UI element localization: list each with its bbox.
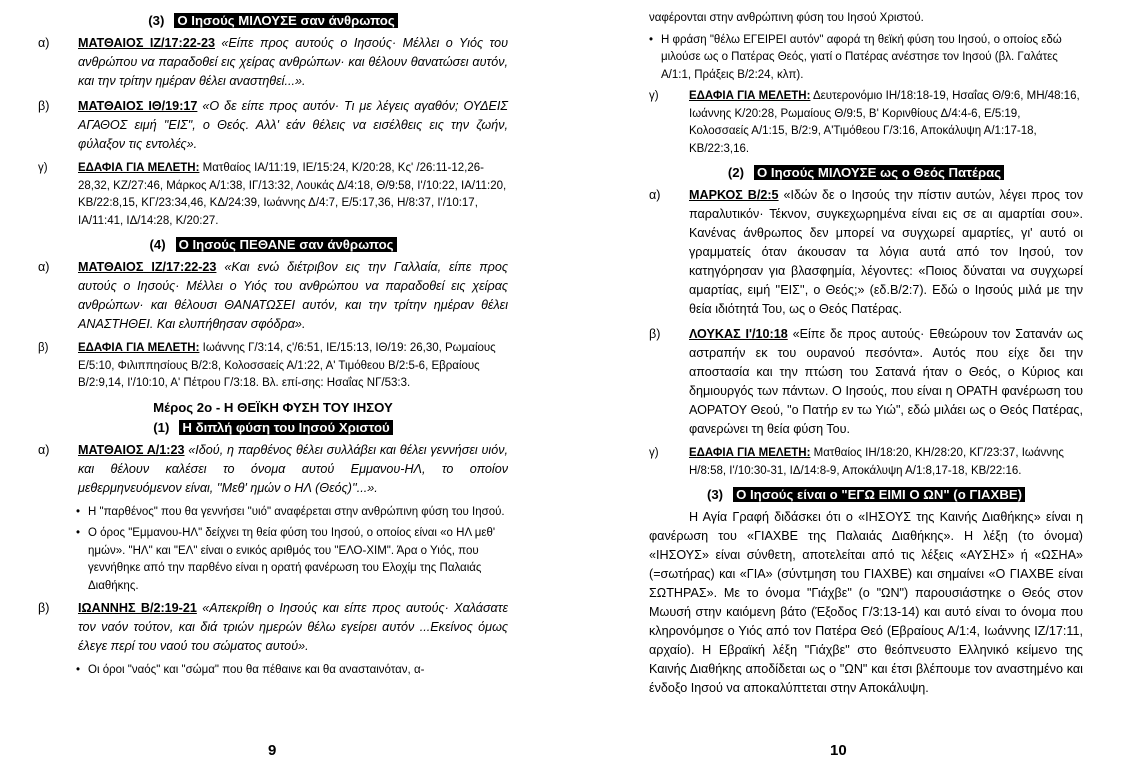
list-item: • Η φράση "θέλω ΕΓΕΙΡΕΙ αυτόν" αφορά τη θεϊκή φύση του Ιησού, ο οποίος εδώ μιλούσε ως ο Πατέρας Θεός, γιατί ο Πατέρας ανέστησε τον Ιησού (βλ. Γαλάτες Α/1:1, Πράξεις Β/2:24, κλπ). (649, 32, 1083, 85)
bullet-list (649, 32, 1083, 85)
verse-paragraph (38, 97, 508, 154)
page-number: 10 (830, 742, 847, 759)
item-label: γ) (38, 162, 48, 174)
verse-text: «Ο δε είπε προς αυτόν· Τι με λέγεις αγαθόν; ΟΥΔΕΙΣ ΑΓΑΘΟΣ ειμή "ΕΙΣ", ο Θεός. Αλλ' εάν θέλεις να εισέλθεις εις την ζωήν, φύλαξον τις εντολές». (78, 99, 508, 151)
section-number: (2) (727, 165, 744, 180)
study-heading: ΕΔΑΦΙΑ ΓΙΑ ΜΕΛΕΤΗ: (689, 447, 811, 459)
section-title: Ο Ιησούς είναι ο "ΕΓΩ ΕΙΜΙ Ο ΩΝ" (ο ΓΙΑΧΒΕ) (733, 487, 1025, 502)
item-label: α) (38, 36, 50, 50)
study-references (38, 160, 508, 230)
verse-paragraph (38, 599, 508, 656)
left-page (0, 0, 560, 771)
study-heading: ΕΔΑΦΙΑ ΓΙΑ ΜΕΛΕΤΗ: (78, 342, 200, 354)
part-title: Μέρος 2ο - Η ΘΕΪΚΗ ΦΥΣΗ ΤΟΥ ΙΗΣΟΥ (153, 399, 393, 415)
section-number: (1) (153, 419, 170, 435)
verse-paragraph (38, 34, 508, 91)
section-number: (4) (149, 237, 166, 252)
page-number: 9 (268, 742, 277, 759)
verse-text: «Ιδού, η παρθένος θέλει συλλάβει και θέλει γεννήσει υιόν, και θέλουν καλέσει το όνομα αυτού Εμμανου-ΗΛ, το οποίον μεθερμηνευόμενον είναι, ''Μεθ' ημών ο ΗΛ (Θεός)''...». (78, 442, 508, 495)
item-label: β) (38, 342, 49, 354)
section-title: Ο Ιησούς ΜΙΛΟΥΣΕ ως ο Θεός Πατέρας (754, 165, 1004, 180)
continued-text: ναφέρονται στην ανθρώπινη φύση του Ιησού Χριστού. (649, 12, 924, 24)
item-label: β) (649, 327, 661, 341)
body-paragraph: Η Αγία Γραφή διδάσκει ότι ο «ΙΗΣΟΥΣ της Καινής Διαθήκης» είναι η φανέρωση του «ΓΙΑΧΒΕ της Παλαιάς Διαθήκης». Η λέξη (το όνομα) «ΙΗΣΟΥΣ» είναι σύνθετη, αποτελείται από τις λέξεις «ΑΥΣΗΣ» ή «ΩΣΗΑ» (=σωτήρας) και «ΓΙΑ» (σύντμηση του ΓΙΑΧΒΕ) και σημαίνει «Ο ΓΙΑΧΒΕ είναι ΣΩΤΗΡΑΣ». Με το όνομα "Γιάχβε" (ο "ΩΝ") παρουσιάστηκε ο Θεός στον Μωυσή στην καιόμενη βάτο (Έξοδος Γ/3:13-14) και αυτό είναι το όνομα που κληρονόμησε ο Υιός από τον Πατέρα Θεό (Εβραίους Α/1:4, Ιωάννης ΙΖ/17:11, αρχαίο). Η Εβραϊκή λέξη "Γιάχβε" στο θεόπνευστο Ελληνικό κείμενο της Καινής Διαθήκης αποδίδεται ως ο "ΩΝ" και έτσι βλέπουμε τον αναστημένο και ένδοξο Ιησού να αποκαλύπτεται στην Αποκάλυψη. (649, 510, 1083, 695)
section-number: (3) (148, 13, 165, 28)
verse-reference: ΜΑΤΘΑΙΟΣ Α/1:23 (78, 442, 185, 457)
section-title: Ο Ιησούς ΜΙΛΟΥΣΕ σαν άνθρωπος (174, 13, 397, 28)
verse-paragraph (38, 258, 508, 334)
verse-reference: ΜΑΡΚΟΣ Β/2:5 (689, 188, 779, 202)
item-label: α) (38, 260, 50, 274)
item-label: γ) (649, 447, 659, 459)
study-heading: ΕΔΑΦΙΑ ΓΙΑ ΜΕΛΕΤΗ: (78, 162, 200, 174)
study-references (38, 340, 508, 393)
item-label: β) (38, 601, 50, 615)
verse-reference: ΜΑΤΘΑΙΟΣ ΙΖ/17:22-23 (78, 36, 215, 50)
verse-reference: ΛΟΥΚΑΣ Ι'/10:18 (689, 327, 788, 341)
verse-text: «Απεκρίθη ο Ιησούς και είπε προς αυτούς· Χαλάσατε τον ναόν τούτον, και διά τριών ημερών θέλω εγείρει αυτόν ...Εκείνος όμως έλεγε περί του ναού του σώματος αυτού». (78, 601, 508, 653)
verse-text: «Και ενώ διέτριβον εις την Γαλλαία, είπε προς αυτούς ο Ιησούς· Μέλλει ο Υιός του ανθρώπου να παραδοθεί εις χείρας ανθρώπων· και θέλουσι ΘΑΝΑΤΩΣΕΙ αυτόν, και την τρίτην ημέραν θέλει ΑΝΑΣΤΗΘΕΙ. Και ελυπήθησαν σφόδρα». (78, 260, 508, 331)
verse-reference: ΜΑΤΘΑΙΟΣ ΙΘ/19:17 (78, 99, 198, 113)
study-text: Ιωάννης Γ/3:14, ς'/6:51, ΙΕ/15:13, ΙΘ/19: 26,30, Ρωμαίους Ε/5:10, Φιλιππησίους Β/2:8, Κολοσσαείς Α/1:22, Α' Τιμόθεου Β/2:5-6, Εβραίους Β/2:9,14, Ι'/10:10, Α' Πέτρου Γ/3:18. Βλ. επί-σης: Ησαΐας ΝΓ/53:3. (78, 342, 496, 389)
study-references (649, 88, 1083, 158)
verse-paragraph (38, 441, 508, 498)
section-heading (649, 164, 1083, 182)
verse-text: «Είπε προς αυτούς ο Ιησούς· Μέλλει ο Υιός του ανθρώπου να παραδοθεί εις χείρας ανθρώπων· και θέλουν θανατώσει αυτόν, και την τρίτην ημέραν θέλει αναστηθεί...». (78, 36, 509, 88)
study-references (649, 445, 1083, 480)
right-page (565, 0, 1125, 771)
section-heading (38, 419, 508, 437)
section-number: (3) (706, 487, 724, 502)
verse-paragraph (649, 325, 1083, 439)
section-title: Η διπλή φύση του Ιησού Χριστού (179, 420, 392, 435)
verse-text: «Ιδών δε ο Ιησούς την πίστιν αυτών, λέγει προς τον παραλυτικόν· Τέκνον, συγκεχωρημένα είναι εις σε αι αμαρτίαι σου». Κανένας άνθρωπος δεν μπορεί να συγχωρεί αμαρτίες, γι' αυτό οι γραμματείς όταν άκουσαν τα λόγια αυτά από τον Ιησού, τον κατηγόρησαν για βλασφημία, λέγοντες: «Ποιος δύναται να συγχωρεί αμαρτίας, ειμή ''ΕΙΣ'', ο Θεός;» (εδ.Β/2:7). Εδώ ο Ιησούς μιλά με την θεία ιδιότητά Του, ως ο Θεός Πατέρας. (689, 188, 1084, 316)
item-label: γ) (649, 90, 659, 102)
study-heading: ΕΔΑΦΙΑ ΓΙΑ ΜΕΛΕΤΗ: (689, 90, 811, 102)
verse-paragraph (649, 186, 1083, 319)
item-label: α) (649, 188, 661, 202)
study-text: Ματθαίος ΙΑ/11:19, ΙΕ/15:24, Κ/20:28, Κς' /26:11-12,26-28,32, ΚΖ/27:46, Μάρκος Α/1:38, ΙΓ/13:32, Λουκάς Δ/4:18, Θ/9:58, Ι'/10:22, ΙΑ/11:20, ΚΒ/22:8,15, ΚΓ/23:34,46, ΚΔ/24:39, Ιωάννης Δ/4:7, Ε/5:17,36, Η/8:37, Ι'/10:17, ΙΑ/11:41, ΙΔ/14:28, Κ/20:27. (78, 162, 507, 227)
verse-text: «Είπε δε προς αυτούς· Εθεώρουν τον Σατανάν ως αστραπήν εκ του ουρανού πεσόντα». Αυτός που είχε δει την αποστασία και την πτώση του Σατανά ήταν ο Θεός, ο Κύριος και δημιουργός των πάντων. Ο Ιησούς, που είναι η ΟΡΑΤΗ φανέρωση του ΑΟΡΑΤΟΥ Θεού, "ο Πατήρ εν τω Υιώ", εδώ μιλάει ως ο Θεός Πατέρας, φανερώνει τη θεία φύση Του. (689, 327, 1084, 436)
section-title: Ο Ιησούς ΠΕΘΑΝΕ σαν άνθρωπος (176, 237, 397, 252)
study-text: Δευτερονόμιο ΙΗ/18:18-19, Ησαΐας Θ/9:6, ΜΗ/48:16, Ιωάννης Κ/20:28, Ρωμαίους Θ/9:5, Β' Κορινθίους Δ/4:4-6, Ε/5:19, Κολοσσαείς Α/1:15, Β/2:9, Α'Τιμόθεου Γ/3:16, Αποκάλυψη Α/1:17-18, ΚΒ/22:3,16. (689, 90, 1080, 155)
bullet-list (76, 662, 508, 680)
list-item: • Οι όροι "ναός" και "σώμα" που θα πέθαινε και θα ανασταινόταν, α- (76, 662, 508, 680)
section-heading (649, 486, 1083, 504)
verse-reference: ΜΑΤΘΑΙΟΣ ΙΖ/17:22-23 (78, 260, 217, 274)
list-item: • Η "παρθένος" που θα γεννήσει "υιό" αναφέρεται στην ανθρώπινη φύση του Ιησού. (76, 504, 508, 522)
section-heading (38, 12, 508, 30)
verse-reference: ΙΩΑΝΝΗΣ Β/2:19-21 (78, 601, 197, 615)
bullet-list (76, 504, 508, 596)
section-heading (38, 236, 508, 254)
list-item: • Ο όρος "Εμμανου-ΗΛ" δείχνει τη θεία φύση του Ιησού, ο οποίος είναι «ο ΗΛ μεθ' ημών». "ΗΛ" και "ΕΛ" είναι ο ενικός αριθμός του "ΕΛΟ-ΧΙΜ". Άρα ο Υιός, που γεννήθηκε από την παρθένο είναι η ορατή φανέρωση του Ελοχίμ της Παλαιάς Διαθήκης. (76, 525, 508, 595)
item-label: α) (38, 442, 50, 457)
study-text: Ματθαίος ΙΗ/18:20, ΚΗ/28:20, ΚΓ/23:37, Ιωάννης Η/8:58, Ι'/10:30-31, ΙΔ/14:8-9, Αποκάλυψη Α/1:8,17-18, ΚΒ/22:16. (689, 447, 1064, 477)
item-label: β) (38, 99, 50, 113)
